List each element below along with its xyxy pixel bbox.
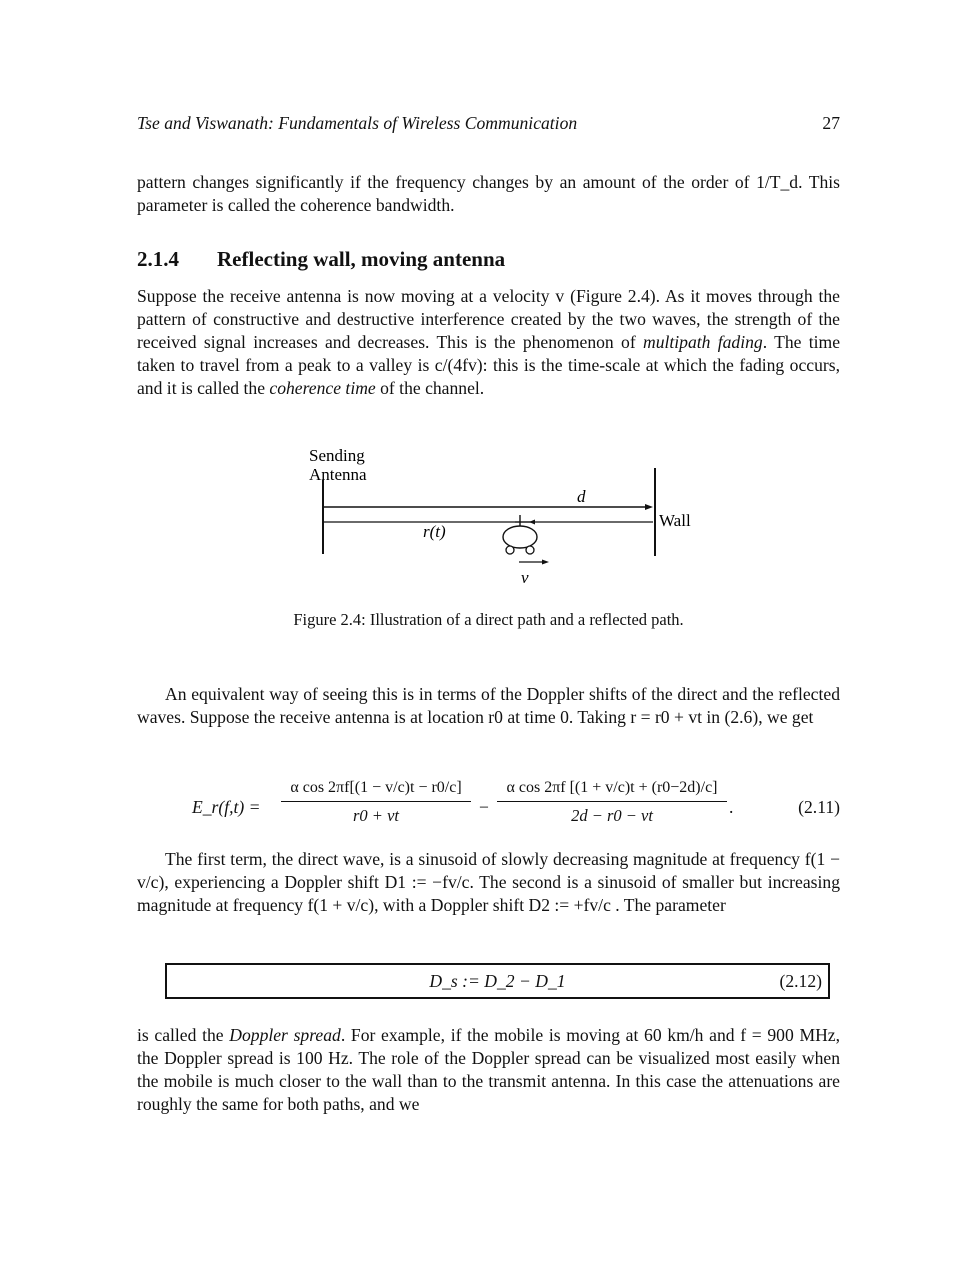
label-sending-line1: Sending xyxy=(309,446,365,465)
label-r: r(t) xyxy=(423,522,446,541)
equation-minus: − xyxy=(479,797,489,817)
equation-2-12-expression: D_s := D_2 − D_1 xyxy=(429,971,566,991)
section-number: 2.1.4 xyxy=(137,247,179,271)
antenna-arrowhead xyxy=(529,520,535,525)
term2-denominator: 2d − r0 − vt xyxy=(571,806,653,825)
running-head-title: Tse and Viswanath: Fundamentals of Wireless Communication xyxy=(137,113,578,133)
equation-period: . xyxy=(729,797,734,817)
equation-lhs: E_r(f,t) = xyxy=(192,797,261,817)
label-sending-line2: Antenna xyxy=(309,465,367,484)
label-d: d xyxy=(577,487,586,506)
equation-term2 xyxy=(497,776,727,827)
equation-2-12-box xyxy=(165,963,830,999)
label-v: v xyxy=(521,568,529,587)
distance-d-arrowhead xyxy=(645,504,653,510)
paragraph-text: of the channel. xyxy=(375,378,485,398)
vehicle-icon xyxy=(503,526,537,548)
running-head xyxy=(137,112,840,135)
equation-2-11 xyxy=(137,768,840,838)
figure-caption: Figure 2.4: Illustration of a direct path and a reflected path. xyxy=(293,610,684,629)
paragraph-doppler-intro: An equivalent way of seeing this is in terms of the Doppler shifts of the direct and the reflected waves. Suppose the receive antenna is at location r0 at time 0. Taking r = r0 + vt in (2.6), we get xyxy=(137,684,840,727)
equation-term1 xyxy=(281,776,471,827)
term-coherence-time: coherence time xyxy=(269,378,376,398)
velocity-arrowhead xyxy=(542,560,549,565)
paragraph-text: . The time taken to travel from a peak to a valley is c/(4fv): this is the time-scale at which the fading occurs, and it is called the xyxy=(137,332,841,398)
vehicle-wheel-icon xyxy=(526,546,534,554)
fraction-bar xyxy=(497,801,727,802)
term-multipath-fading: multipath fading xyxy=(642,332,763,352)
paragraph-coherence-bandwidth: pattern changes significantly if the frequency changes by an amount of the order of 1/T_d. This parameter is called the coherence bandwidth. xyxy=(137,172,840,215)
paragraph-doppler-shifts: The first term, the direct wave, is a sinusoid of slowly decreasing magnitude at frequency f(1 − v/c), experiencing a Doppler shift D1 := −fv/c. The second is a sinusoid of smaller but increasing magnitude at frequency f(1 + v/c), with a Doppler shift D2 := +fv/c . The parameter xyxy=(137,849,840,915)
fraction-bar xyxy=(281,801,471,802)
equation-number: (2.11) xyxy=(798,797,840,817)
section-title: Reflecting wall, moving antenna xyxy=(217,247,506,271)
paragraph-text: Suppose the receive antenna is now moving at a velocity v (Figure 2.4). As it moves through the pattern of constructive and destructive interference created by the two waves, the strength of the received signal increases and decreases. This is the phenomenon of xyxy=(137,286,840,352)
paragraph-doppler-spread xyxy=(137,1024,840,1116)
figure-2-4 xyxy=(137,440,840,600)
paragraph-text: . For example, if the mobile is moving at 60 km/h and f = 900 MHz, the Doppler spread is 100 Hz. The role of the Doppler spread can be visualized most easily when the mobile is much closer to the wall than to the transmit antenna. In this case the attenuations are roughly the same for both paths, and we xyxy=(137,1025,840,1114)
vehicle-wheel-icon xyxy=(506,546,514,554)
page-number: 27 xyxy=(822,113,840,133)
term1-denominator: r0 + vt xyxy=(353,806,399,825)
figure-diagram xyxy=(137,440,840,600)
paragraph-text: is called the xyxy=(137,1025,230,1045)
paragraph-multipath-fading xyxy=(137,285,840,400)
term-doppler-spread: Doppler spread xyxy=(229,1025,341,1045)
label-wall: Wall xyxy=(659,511,691,530)
section-heading xyxy=(137,245,505,273)
term1-numerator: α cos 2πf[(1 − v/c)t − r0/c] xyxy=(290,779,462,796)
equation-2-12-number: (2.12) xyxy=(779,971,822,991)
term2-numerator: α cos 2πf [(1 + v/c)t + (r0−2d)/c] xyxy=(506,779,718,796)
